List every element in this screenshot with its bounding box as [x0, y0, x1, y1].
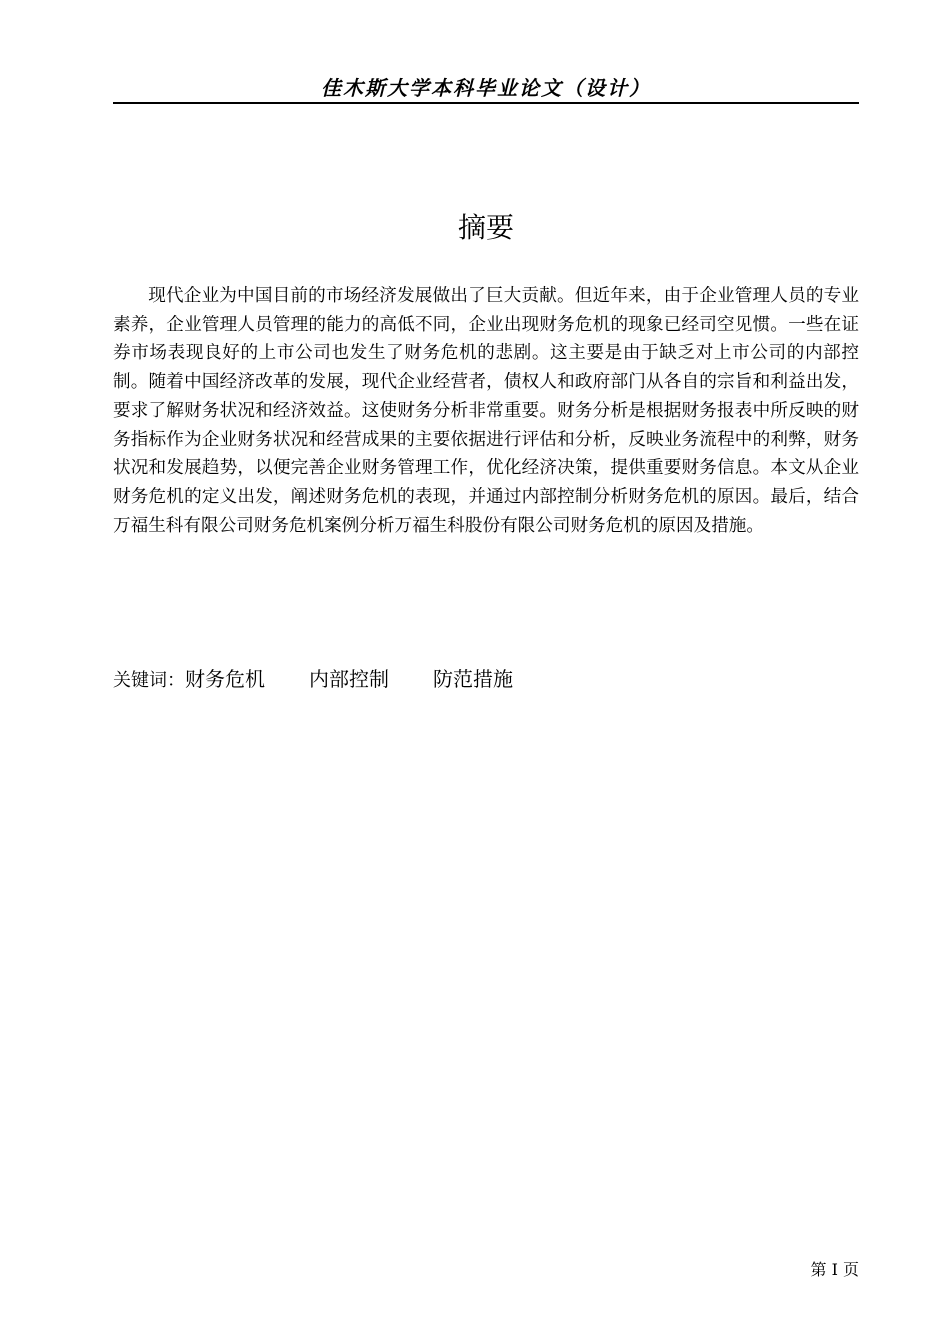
- keywords-label: 关键词：: [113, 670, 185, 691]
- keyword-item: 防范措施: [433, 667, 513, 691]
- keywords-line: [113, 664, 859, 696]
- abstract-body: 现代企业为中国目前的市场经济发展做出了巨大贡献。但近年来，由于企业管理人员的专业素养，企业管理人员管理的能力的高低不同，企业出现财务危机的现象已经司空见惯。一些在证券市场表现良好的上市公司也发生了财务危机的悲剧。这主要是由于缺乏对上市公司的内部控制。随着中国经济改革的发展，现代企业经营者，债权人和政府部门从各自的宗旨和利益出发，要求了解财务状况和经济效益。这使财务分析非常重要。财务分析是根据财务报表中所反映的财务指标作为企业财务状况和经营成果的主要依据进行评估和分析，反映业务流程中的利弊，财务状况和发展趋势，以便完善企业财务管理工作，优化经济决策，提供重要财务信息。本文从企业财务危机的定义出发，阐述财务危机的表现，并通过内部控制分析财务危机的原因。最后，结合万福生科有限公司财务危机案例分析万福生科股份有限公司财务危机的原因及措施。: [113, 286, 859, 536]
- abstract-title: 摘要: [457, 211, 514, 244]
- page-number: 第 I 页: [810, 1260, 859, 1279]
- keyword-item: 财务危机: [185, 667, 265, 691]
- page-header: [113, 74, 859, 104]
- keyword-item: 内部控制: [309, 667, 389, 691]
- header-title: 佳木斯大学本科毕业论文（设计）: [321, 76, 651, 100]
